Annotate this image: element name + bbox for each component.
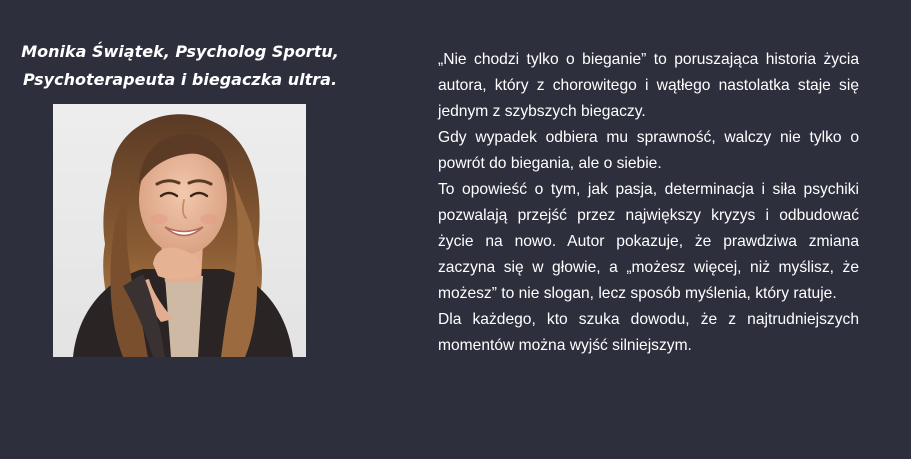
author-photo — [53, 104, 306, 357]
author-caption-block — [0, 38, 360, 94]
book-description — [438, 47, 859, 359]
author-caption-line-2: Psychoterapeuta i biegaczka ultra. — [22, 70, 338, 89]
author-caption-line-1: Monika Świątek, Psycholog Sportu, — [21, 42, 339, 61]
author-portrait-image — [53, 104, 306, 357]
description-paragraph: Gdy wypadek odbiera mu sprawność, walczy nie tylko o powrót do biegania, ale o siebie. — [438, 129, 859, 172]
author-caption — [0, 38, 360, 94]
description-paragraph: Dla każdego, kto szuka dowodu, że z najtrudniejszych momentów można wyjść silniejszym. — [438, 311, 859, 354]
description-paragraph: To opowieść o tym, jak pasja, determinacja i siła psychiki pozwalają przejść przez największy kryzys i odbudować życie na nowo. Autor pokazuje, że prawdziwa zmiana zaczyna się w głowie, a „możesz więcej, niż myślisz, że możesz” to nie slogan, lecz sposób myślenia, który ratuje. — [438, 181, 859, 302]
description-paragraph: „Nie chodzi tylko o bieganie” to poruszająca historia życia autora, który z chorowitego i wątłego nastolatka staje się jednym z szybszych biegaczy. — [438, 51, 859, 120]
